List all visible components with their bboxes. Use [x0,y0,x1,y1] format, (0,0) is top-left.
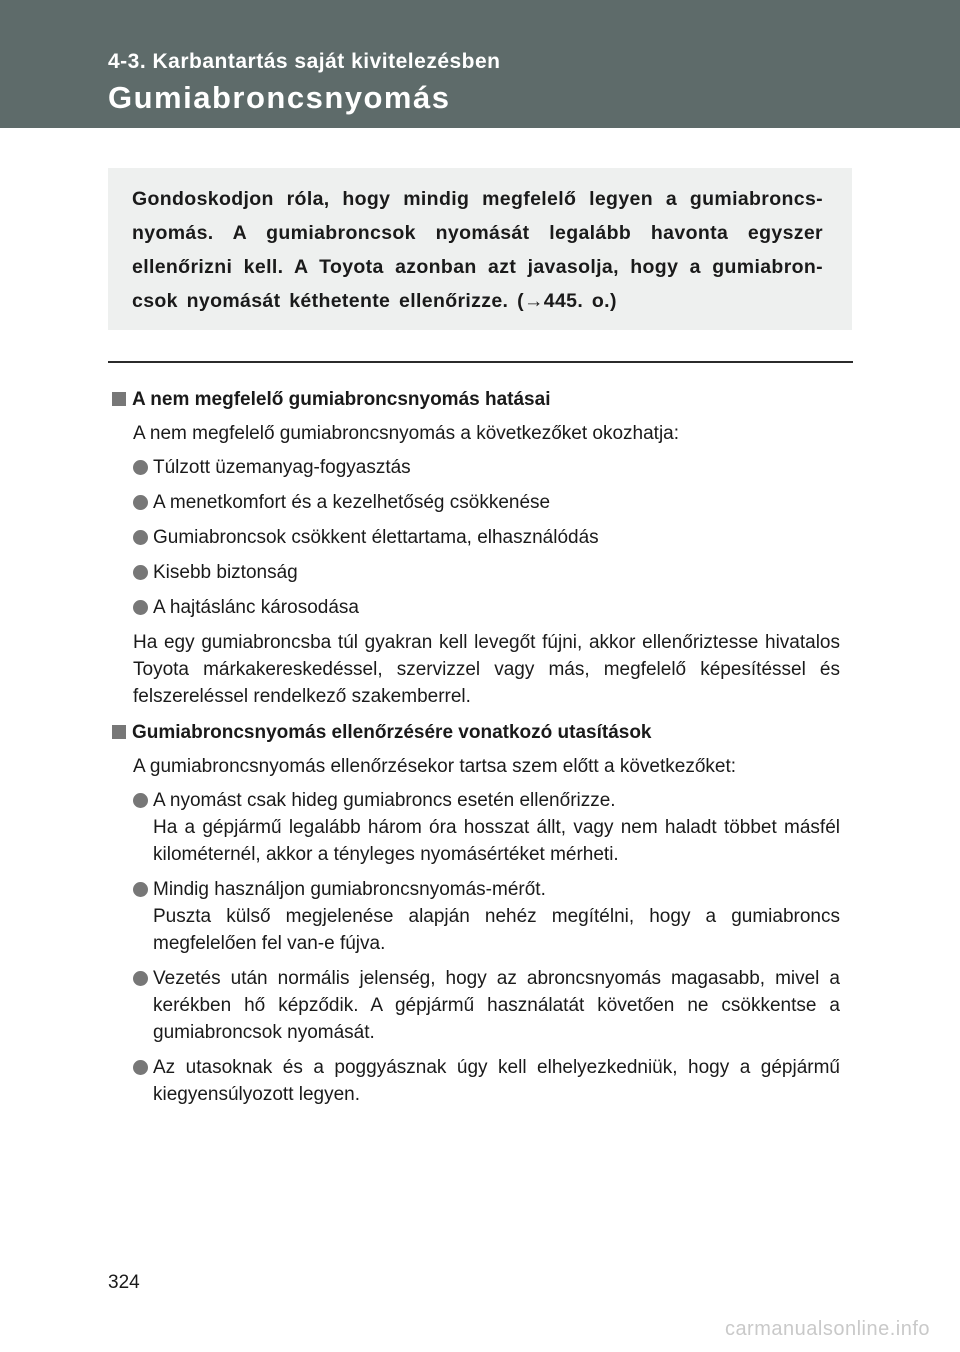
circle-bullet-icon [133,460,148,475]
square-bullet-icon [112,392,126,406]
list-item [133,876,840,957]
divider [108,361,853,363]
list-item-text: Gumiabroncsok csökkent élettartama, elhasználódás [153,527,599,548]
page-number: 324 [108,1272,140,1293]
list-item-detail: Puszta külső megjelenése alapján nehéz megítélni, hogy a gumiabroncs megfelelően fel van-e fújva. [153,906,840,954]
intro-text [132,182,823,318]
list-item-text: Túlzott üzemanyag-fogyasztás [153,457,411,478]
circle-bullet-icon [133,530,148,545]
list-item [133,524,840,551]
list-item-detail: Ha a gépjármű legalább három óra hosszat állt, vagy nem haladt többet másfél kilométernél, akkor a tényleges nyomásértéket mérheti. [153,817,840,865]
list-item [133,1054,840,1108]
list-item-text: Vezetés után normális jelenség, hogy az abroncsnyomás magasabb, mivel a kerékben hő képződik. A gépjármű használatát követően ne csökkentse a gumiabroncsok nyomását. [153,968,840,1043]
circle-bullet-icon [133,565,148,580]
list-item-text: Az utasoknak és a poggyásznak úgy kell elhelyezkedniük, hogy a gépjármű kiegyensúlyozott legyen. [153,1057,840,1105]
section-label: 4-3. Karbantartás saját kivitelezésben [108,50,501,73]
square-bullet-icon [112,725,126,739]
intro-line: nyomás. A gumiabroncsok nyomását legalább havonta egyszer [132,222,823,244]
circle-bullet-icon [133,793,148,808]
circle-bullet-icon [133,600,148,615]
intro-line: ellenőrizni kell. A Toyota azonban azt javasolja, hogy a gumiabron- [132,256,823,278]
section-heading-text: A nem megfelelő gumiabroncsnyomás hatásai [132,389,551,410]
chapter-header [0,0,960,128]
section-intro: A gumiabroncsnyomás ellenőrzésekor tartsa szem előtt a következőket: [133,756,737,777]
list-item [133,594,840,621]
circle-bullet-icon [133,495,148,510]
circle-bullet-icon [133,971,148,986]
list-item-text: Mindig használjon gumiabroncsnyomás-mérőt. [153,879,546,900]
watermark: carmanualsonline.info [724,1318,930,1340]
circle-bullet-icon [133,1060,148,1075]
intro-line: Gondoskodjon róla, hogy mindig megfelelő legyen a gumiabroncs- [132,188,823,210]
list-item-text: A hajtáslánc károsodása [153,597,359,618]
list-item-text: A menetkomfort és a kezelhetőség csökkenése [153,492,551,513]
main-content [112,386,840,1116]
intro-box [108,168,852,330]
section-heading-text: Gumiabroncsnyomás ellenőrzésére vonatkozó utasítások [132,722,652,743]
section-heading [112,386,840,413]
intro-line: csok nyomását kéthetente ellenőrizze. (→445. o.) [132,290,617,312]
list-item [133,454,840,481]
circle-bullet-icon [133,882,148,897]
list-item [133,965,840,1046]
section-intro: A nem megfelelő gumiabroncsnyomás a következőket okozhatja: [133,423,680,444]
list-item-text: A nyomást csak hideg gumiabroncs esetén ellenőrizze. [153,790,616,811]
list-item [133,489,840,516]
section-heading [112,719,840,746]
list-item [133,787,840,868]
list-item-text: Kisebb biztonság [153,562,298,583]
page-title: Gumiabroncsnyomás [108,80,451,115]
list-item [133,559,840,586]
section-note: Ha egy gumiabroncsba túl gyakran kell levegőt fújni, akkor ellenőriztesse hivatalos Toyota márkakereskedéssel, szervizzel vagy más, megfelelő képesítéssel és felszereléssel rendelkező szakemberrel. [133,632,840,707]
